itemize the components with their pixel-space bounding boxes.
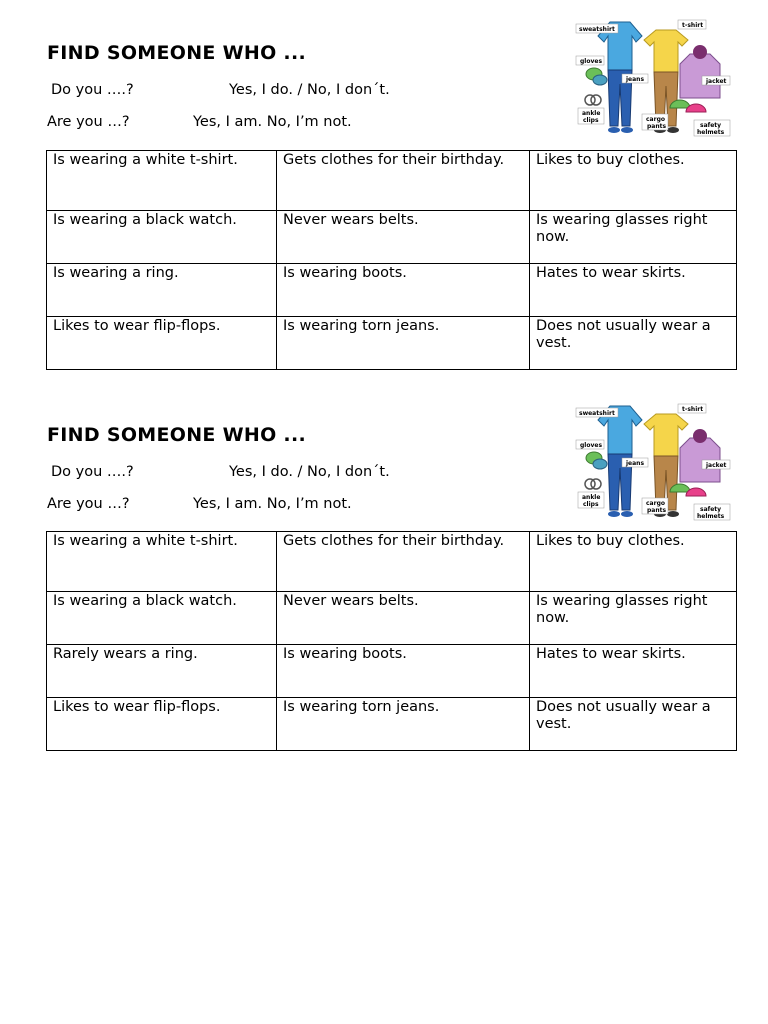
- label-jacket: jacket: [706, 462, 727, 469]
- grid-cell: Never wears belts.: [277, 211, 530, 264]
- grid-cell: Is wearing a black watch.: [47, 592, 277, 645]
- grid-cell: Likes to buy clothes.: [530, 532, 737, 592]
- label-cargo: cargo: [646, 500, 665, 507]
- worksheet-title: FIND SOMEONE WHO ...: [47, 424, 306, 446]
- question-are-you: Are you …?: [47, 114, 130, 130]
- grid-row: [47, 211, 737, 264]
- grid-cell: Is wearing a white t-shirt.: [47, 151, 277, 211]
- label-ankle: ankle: [582, 494, 601, 501]
- worksheet-title: FIND SOMEONE WHO ...: [47, 42, 306, 64]
- label-pants: pants: [647, 123, 667, 130]
- label-ankle: ankle: [582, 110, 601, 117]
- label-jeans: jeans: [626, 460, 645, 467]
- grid-row: [47, 532, 737, 592]
- grid-row: [47, 698, 737, 751]
- grid-cell: Is wearing glasses right now.: [530, 592, 737, 645]
- grid-cell: Is wearing a ring.: [47, 264, 277, 317]
- grid-cell: Does not usually wear a vest.: [530, 698, 737, 751]
- label-helmets: helmets: [697, 129, 725, 136]
- label-safety: safety: [700, 506, 722, 513]
- grid-cell: Is wearing boots.: [277, 645, 530, 698]
- grid-cell: Is wearing boots.: [277, 264, 530, 317]
- label-cargo: cargo: [646, 116, 665, 123]
- grid-row: [47, 264, 737, 317]
- find-someone-grid: [46, 150, 737, 370]
- label-sweatshirt: sweatshirt: [579, 26, 615, 33]
- question-are-you: Are you …?: [47, 496, 130, 512]
- label-tshirt: t-shirt: [682, 22, 704, 29]
- grid-cell: Does not usually wear a vest.: [530, 317, 737, 370]
- grid-row: [47, 592, 737, 645]
- label-jeans: jeans: [626, 76, 645, 83]
- grid-cell: Is wearing torn jeans.: [277, 698, 530, 751]
- answer-do-you: Yes, I do. / No, I don´t.: [229, 464, 390, 480]
- grid-row: [47, 645, 737, 698]
- answer-are-you: Yes, I am. No, I’m not.: [193, 114, 352, 130]
- worksheet-2: [0, 382, 768, 762]
- grid-row: [47, 151, 737, 211]
- label-tshirt: t-shirt: [682, 406, 704, 413]
- grid-cell: Hates to wear skirts.: [530, 264, 737, 317]
- grid-cell: Likes to buy clothes.: [530, 151, 737, 211]
- clothes-illustration: [572, 14, 734, 142]
- label-clips: clips: [583, 117, 599, 124]
- grid-row: [47, 317, 737, 370]
- find-someone-grid: [46, 531, 737, 751]
- label-helmets: helmets: [697, 513, 725, 520]
- grid-cell: Is wearing a white t-shirt.: [47, 532, 277, 592]
- grid-cell: Gets clothes for their birthday.: [277, 532, 530, 592]
- label-pants: pants: [647, 507, 667, 514]
- grid-cell: Never wears belts.: [277, 592, 530, 645]
- worksheet-1: [0, 0, 768, 380]
- label-gloves: gloves: [580, 58, 603, 65]
- answer-are-you: Yes, I am. No, I’m not.: [193, 496, 352, 512]
- clothes-illustration: [572, 398, 734, 526]
- answer-do-you: Yes, I do. / No, I don´t.: [229, 82, 390, 98]
- label-sweatshirt: sweatshirt: [579, 410, 615, 417]
- grid-cell: Likes to wear flip-flops.: [47, 317, 277, 370]
- label-jacket: jacket: [706, 78, 727, 85]
- grid-cell: Likes to wear flip-flops.: [47, 698, 277, 751]
- label-gloves: gloves: [580, 442, 603, 449]
- label-safety: safety: [700, 122, 722, 129]
- question-do-you: Do you ….?: [51, 82, 134, 98]
- grid-cell: Is wearing torn jeans.: [277, 317, 530, 370]
- grid-cell: Gets clothes for their birthday.: [277, 151, 530, 211]
- grid-cell: Is wearing a black watch.: [47, 211, 277, 264]
- grid-cell: Is wearing glasses right now.: [530, 211, 737, 264]
- label-clips: clips: [583, 501, 599, 508]
- grid-cell: Rarely wears a ring.: [47, 645, 277, 698]
- question-do-you: Do you ….?: [51, 464, 134, 480]
- grid-cell: Hates to wear skirts.: [530, 645, 737, 698]
